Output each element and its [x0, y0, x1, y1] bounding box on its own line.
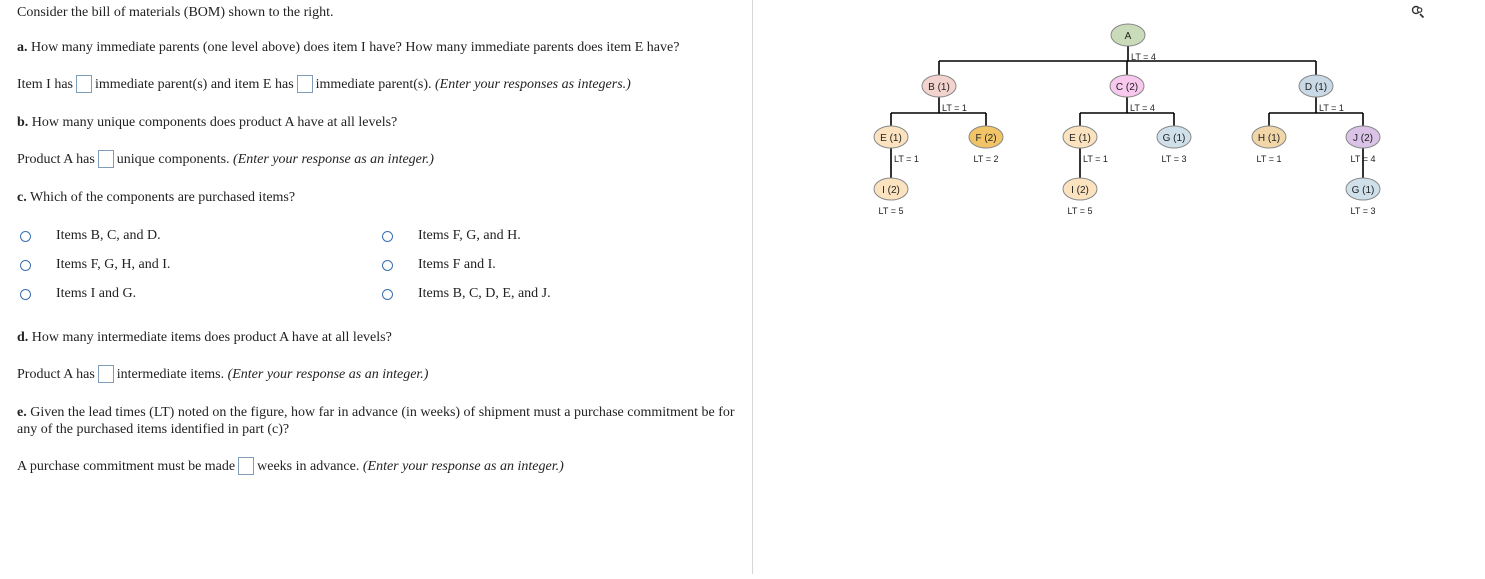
bom-node-e2: [1063, 126, 1108, 164]
option-radio-2[interactable]: [20, 260, 31, 271]
bom-diagram: [753, 0, 1485, 574]
part-e-note: (Enter your response as an integer.): [362, 459, 564, 474]
option-radio-5[interactable]: [382, 260, 393, 271]
part-a-text-3: immediate parent(s).: [315, 77, 432, 92]
bom-lead-time-label: LT = 1: [1083, 154, 1108, 164]
option-label-2: Items F, G, H, and I.: [56, 257, 171, 272]
magnifier-icon[interactable]: [1411, 5, 1425, 19]
bom-node-label: G (1): [1351, 185, 1375, 196]
bom-node-c: [1110, 75, 1155, 113]
bom-node-label: E (1): [1069, 133, 1091, 144]
bom-lead-time-label: LT = 5: [878, 206, 904, 216]
bom-node-label: C (2): [1115, 82, 1139, 93]
bom-lead-time-label: LT = 3: [1161, 154, 1187, 164]
part-e-text-1: A purchase commitment must be made: [17, 459, 236, 474]
intermediate-items-input[interactable]: [98, 365, 114, 383]
part-a-note: (Enter your responses as integers.): [434, 77, 631, 92]
bom-lead-time-label: LT = 4: [1131, 52, 1156, 62]
part-b-answer-line: [17, 150, 434, 170]
bom-node-g1: [1157, 126, 1191, 164]
part-e-question-text: Given the lead times (LT) noted on the figure, how far in advance (in weeks) of shipment must a purchase commitment be for any of the purchased items identified in part (c)?: [17, 405, 735, 437]
bom-node-g2: [1346, 178, 1380, 216]
part-e-text-2: weeks in advance.: [257, 459, 360, 474]
bom-node-f: [969, 126, 1003, 164]
option-label-6: Items B, C, D, E, and J.: [418, 286, 551, 301]
part-b-question: [17, 113, 397, 133]
part-b-question-text: How many unique components does product A have at all levels?: [31, 115, 398, 130]
part-e-question: [17, 404, 742, 438]
part-c-question-text: Which of the components are purchased items?: [29, 190, 296, 205]
bom-node-e1: [874, 126, 919, 164]
bom-node-b: [922, 75, 967, 113]
part-a-question-text: How many immediate parents (one level above) does item I have? How many immediate parents does item E have?: [31, 40, 680, 55]
bom-lead-time-label: LT = 1: [894, 154, 919, 164]
bom-lead-time-label: LT = 3: [1350, 206, 1376, 216]
part-a-letter: a.: [17, 40, 28, 55]
bom-node-j: [1346, 126, 1380, 164]
option-radio-4[interactable]: [382, 231, 393, 242]
part-e-letter: e.: [17, 405, 27, 420]
bom-node-i2: [1063, 178, 1097, 216]
bom-lead-time-label: LT = 5: [1067, 206, 1093, 216]
part-a-question: [17, 38, 679, 58]
part-b-letter: b.: [17, 115, 29, 130]
bom-node-label: E (1): [880, 133, 902, 144]
part-d-question-text: How many intermediate items does product A have at all levels?: [31, 330, 392, 345]
part-a-text-1: Item I has: [17, 77, 73, 92]
bom-node-label: I (2): [882, 185, 900, 196]
part-b-text-1: Product A has: [17, 152, 95, 167]
weeks-in-advance-input[interactable]: [238, 457, 254, 475]
option-label-5: Items F and I.: [418, 257, 496, 272]
bom-lead-time-label: LT = 2: [973, 154, 999, 164]
bom-node-label: D (1): [1304, 82, 1328, 93]
part-d-text-1: Product A has: [17, 367, 95, 382]
bom-node-label: A: [1124, 31, 1132, 42]
bom-lead-time-label: LT = 4: [1130, 103, 1155, 113]
part-d-note: (Enter your response as an integer.): [227, 367, 429, 382]
part-d-answer-line: [17, 365, 428, 385]
item-i-parents-input[interactable]: [76, 75, 92, 93]
part-a-text-2: immediate parent(s) and item E has: [94, 77, 294, 92]
bom-lead-time-label: LT = 1: [1319, 103, 1344, 113]
bom-node-a: [1111, 24, 1156, 62]
bom-node-label: F (2): [975, 133, 997, 144]
part-e-answer-line: [17, 457, 564, 477]
option-radio-3[interactable]: [20, 289, 31, 300]
bom-lead-time-label: LT = 1: [1256, 154, 1282, 164]
bom-node-label: B (1): [928, 82, 950, 93]
intro-text: Consider the bill of materials (BOM) shown to the right.: [17, 5, 334, 20]
part-c-question: [17, 188, 295, 208]
bom-node-h: [1252, 126, 1286, 164]
bom-node-label: I (2): [1071, 185, 1089, 196]
option-radio-6[interactable]: [382, 289, 393, 300]
unique-components-input[interactable]: [98, 150, 114, 168]
part-b-text-2: unique components.: [116, 152, 230, 167]
part-c-letter: c.: [17, 190, 27, 205]
bom-node-label: G (1): [1162, 133, 1186, 144]
bom-node-label: H (1): [1257, 133, 1281, 144]
part-d-letter: d.: [17, 330, 29, 345]
option-label-1: Items B, C, and D.: [56, 228, 161, 243]
bom-node-d: [1299, 75, 1344, 113]
part-a-answer-line: [17, 75, 631, 95]
option-radio-1[interactable]: [20, 231, 31, 242]
bom-node-label: J (2): [1353, 133, 1373, 144]
part-d-text-2: intermediate items.: [116, 367, 225, 382]
bom-panel: [753, 0, 1485, 574]
option-label-4: Items F, G, and H.: [418, 228, 521, 243]
bom-lead-time-label: LT = 4: [1350, 154, 1376, 164]
bom-node-i1: [874, 178, 908, 216]
item-e-parents-input[interactable]: [297, 75, 313, 93]
bom-lead-time-label: LT = 1: [942, 103, 967, 113]
part-d-question: [17, 328, 392, 348]
part-b-note: (Enter your response as an integer.): [233, 152, 434, 167]
option-label-3: Items I and G.: [56, 286, 137, 301]
